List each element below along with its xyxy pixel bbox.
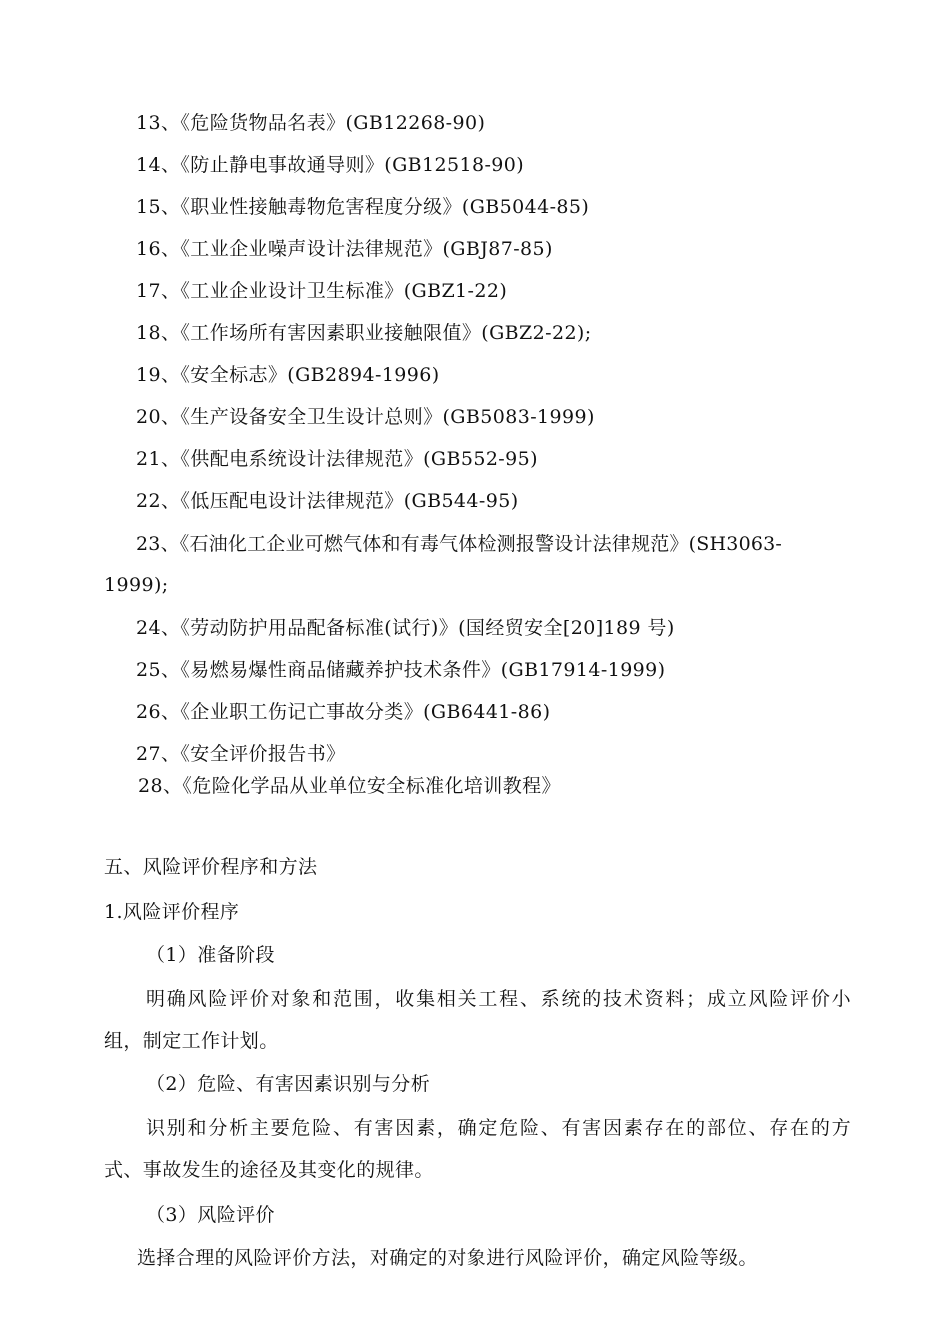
reference-title: 《工作场所有害因素职业接触限值》(GBZ2-22); — [180, 322, 592, 344]
reference-title: 《生产设备安全卫生设计总则》(GB5083-1999) — [180, 406, 595, 428]
reference-number: 27、 — [136, 743, 181, 765]
reference-item — [136, 153, 524, 177]
reference-title: 《职业性接触毒物危害程度分级》(GB5044-85) — [180, 196, 590, 218]
reference-item — [136, 700, 550, 724]
reference-number: 19、 — [136, 364, 181, 386]
reference-number: 28、 — [138, 775, 183, 797]
reference-item — [136, 195, 589, 219]
section-heading: 五、风险评价程序和方法 — [104, 856, 318, 878]
stage-title: （3）风险评价 — [146, 1204, 275, 1226]
reference-number: 14、 — [136, 154, 181, 176]
reference-item — [136, 111, 485, 135]
reference-item — [136, 616, 675, 640]
stage-body: 选择合理的风险评价方法，对确定的对象进行风险评价，确定风险等级。 — [137, 1247, 758, 1269]
reference-title: 《低压配电设计法律规范》(GB544-95) — [180, 490, 519, 512]
reference-title: 《防止静电事故通导则》(GB12518-90) — [180, 154, 525, 176]
reference-title: 《危险化学品从业单位安全标准化培训教程》 — [182, 775, 561, 797]
reference-number: 25、 — [136, 659, 181, 681]
reference-title: 《企业职工伤记亡事故分类》(GB6441-86) — [180, 701, 551, 723]
reference-title: 《供配电系统设计法律规范》(GB552-95) — [180, 448, 538, 470]
reference-item — [136, 742, 346, 766]
reference-item — [136, 363, 440, 387]
reference-number: 22、 — [136, 490, 181, 512]
stage-body: 组，制定工作计划。 — [104, 1030, 279, 1052]
reference-item — [136, 321, 592, 345]
reference-number: 18、 — [136, 322, 181, 344]
reference-number: 13、 — [136, 112, 181, 134]
reference-item — [136, 447, 538, 471]
stage-title: （1）准备阶段 — [146, 944, 275, 966]
reference-title: 《安全评价报告书》 — [180, 743, 346, 765]
reference-item — [136, 489, 519, 513]
reference-continuation: 1999); — [104, 574, 169, 596]
subsection-heading: 1.风险评价程序 — [104, 901, 240, 923]
reference-title: 《工业企业设计卫生标准》(GBZ1-22) — [180, 280, 508, 302]
reference-number: 16、 — [136, 238, 181, 260]
reference-number: 20、 — [136, 406, 181, 428]
reference-title: 《工业企业噪声设计法律规范》(GBJ87-85) — [180, 238, 553, 260]
reference-item — [136, 532, 782, 556]
reference-title: 《安全标志》(GB2894-1996) — [180, 364, 440, 386]
stage-title: （2）危险、有害因素识别与分析 — [146, 1073, 431, 1095]
reference-item — [136, 279, 507, 303]
reference-title: 《劳动防护用品配备标准(试行)》(国经贸安全[20]189 号) — [180, 617, 675, 639]
reference-item — [138, 774, 561, 798]
reference-title: 《易燃易爆性商品储藏养护技术条件》(GB17914-1999) — [180, 659, 666, 681]
stage-body: 式、事故发生的途径及其变化的规律。 — [104, 1159, 434, 1181]
reference-number: 23、 — [136, 533, 180, 555]
stage-body: 识别和分析主要危险、有害因素，确定危险、有害因素存在的部位、存在的方 — [146, 1117, 851, 1139]
reference-number: 26、 — [136, 701, 181, 723]
reference-number: 21、 — [136, 448, 181, 470]
reference-item — [136, 405, 595, 429]
reference-title: 《危险货物品名表》(GB12268-90) — [180, 112, 486, 134]
reference-number: 17、 — [136, 280, 181, 302]
reference-number: 24、 — [136, 617, 181, 639]
reference-item — [136, 237, 553, 261]
stage-body: 明确风险评价对象和范围，收集相关工程、系统的技术资料；成立风险评价小 — [146, 988, 851, 1010]
reference-item — [136, 658, 665, 682]
reference-number: 15、 — [136, 196, 181, 218]
reference-title: 《石油化工企业可燃气体和有毒气体检测报警设计法律规范》(SH3063- — [179, 533, 783, 555]
